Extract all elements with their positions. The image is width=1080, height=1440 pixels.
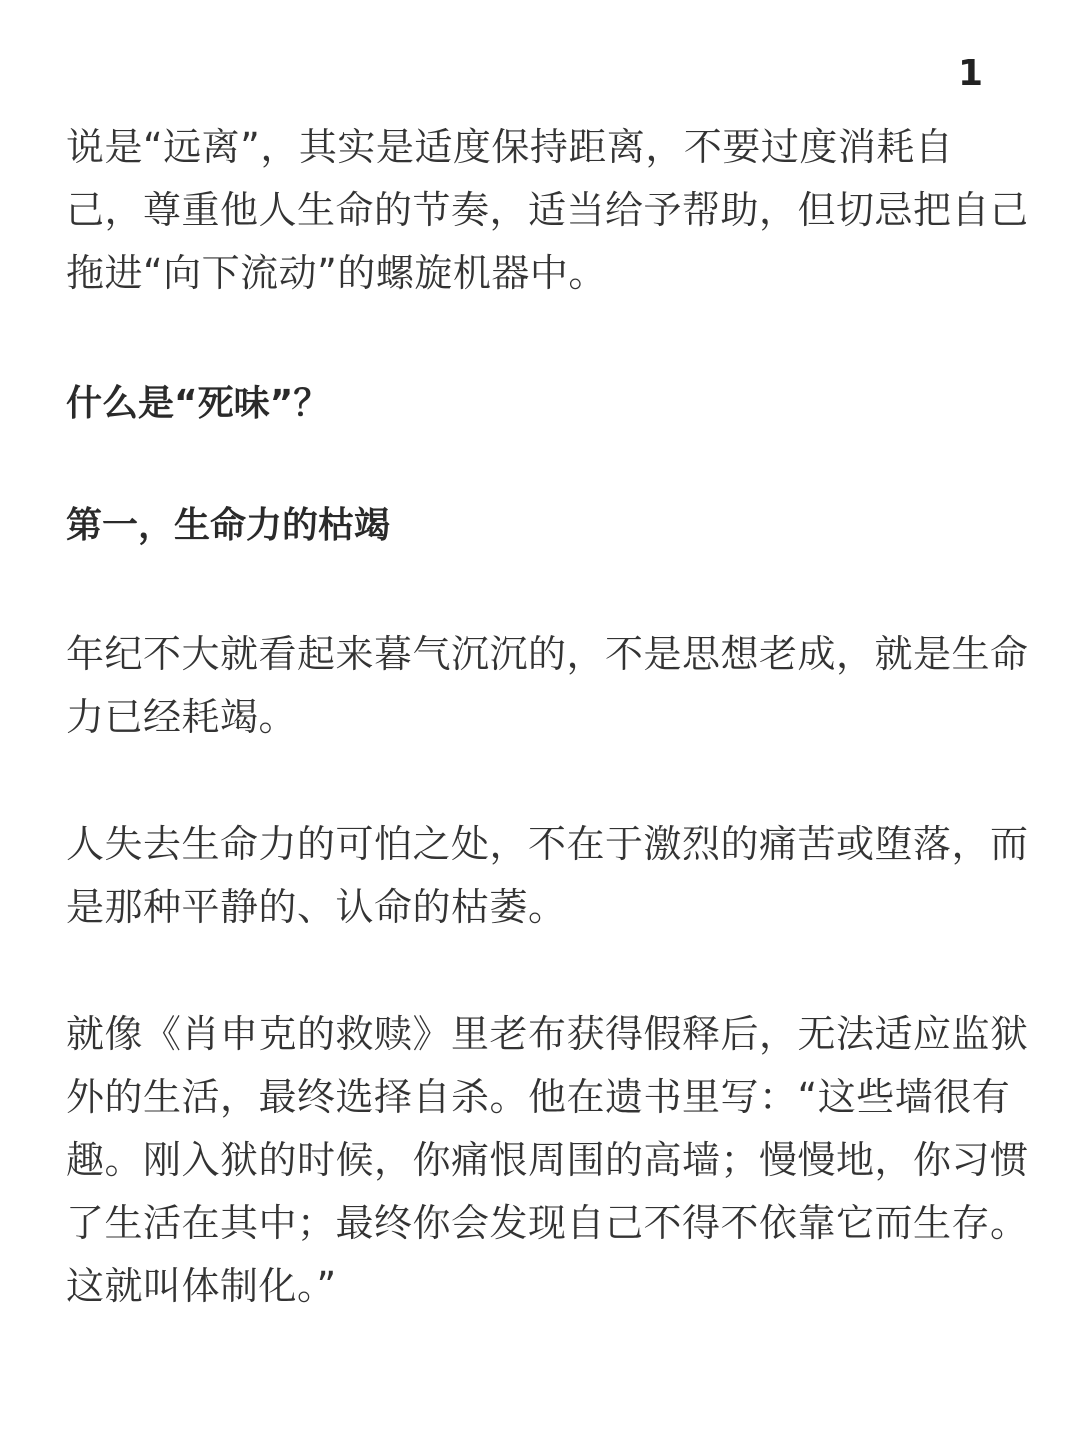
paragraph-line: 拖进“向下流动”的螺旋机器中。 xyxy=(66,251,607,295)
paragraph-shawshank xyxy=(66,1003,1029,1318)
paragraph-withering xyxy=(66,813,1029,939)
paragraph-line: 年纪不大就看起来暮气沉沉的，不是思想老成，就是生命 xyxy=(66,632,1029,676)
paragraph-line: 外的生活，最终选择自杀。他在遗书里写：“这些墙很有 xyxy=(66,1075,1011,1119)
paragraph-line: 了生活在其中；最终你会发现自己不得不依靠它而生存。 xyxy=(66,1201,1029,1245)
paragraph-line: 力已经耗竭。 xyxy=(66,695,298,739)
page-number: 1 xyxy=(958,53,984,94)
paragraph-line: 就像《肖申克的救赎》里老布获得假释后，无法适应监狱 xyxy=(66,1012,1029,1056)
paragraph-line: 己，尊重他人生命的节奏，适当给予帮助，但切忌把自己 xyxy=(66,188,1029,232)
paragraph-line: 趣。刚入狱的时候，你痛恨周围的高墙；慢慢地，你习惯 xyxy=(66,1138,1029,1182)
subheading-vitality-exhaustion: 第一，生命力的枯竭 xyxy=(66,505,391,546)
paragraph-line: 人失去生命力的可怕之处，不在于激烈的痛苦或堕落，而 xyxy=(66,822,1029,866)
section-heading-death-aura: 什么是“死味”？ xyxy=(66,383,330,424)
paragraph-line: 是那种平静的、认命的枯萎。 xyxy=(66,885,567,929)
paragraph-distance xyxy=(66,116,1029,305)
paragraph-line: 说是“远离”，其实是适度保持距离，不要过度消耗自 xyxy=(66,125,954,169)
paragraph-line: 这就叫体制化。” xyxy=(66,1264,337,1308)
paragraph-aging xyxy=(66,623,1029,749)
